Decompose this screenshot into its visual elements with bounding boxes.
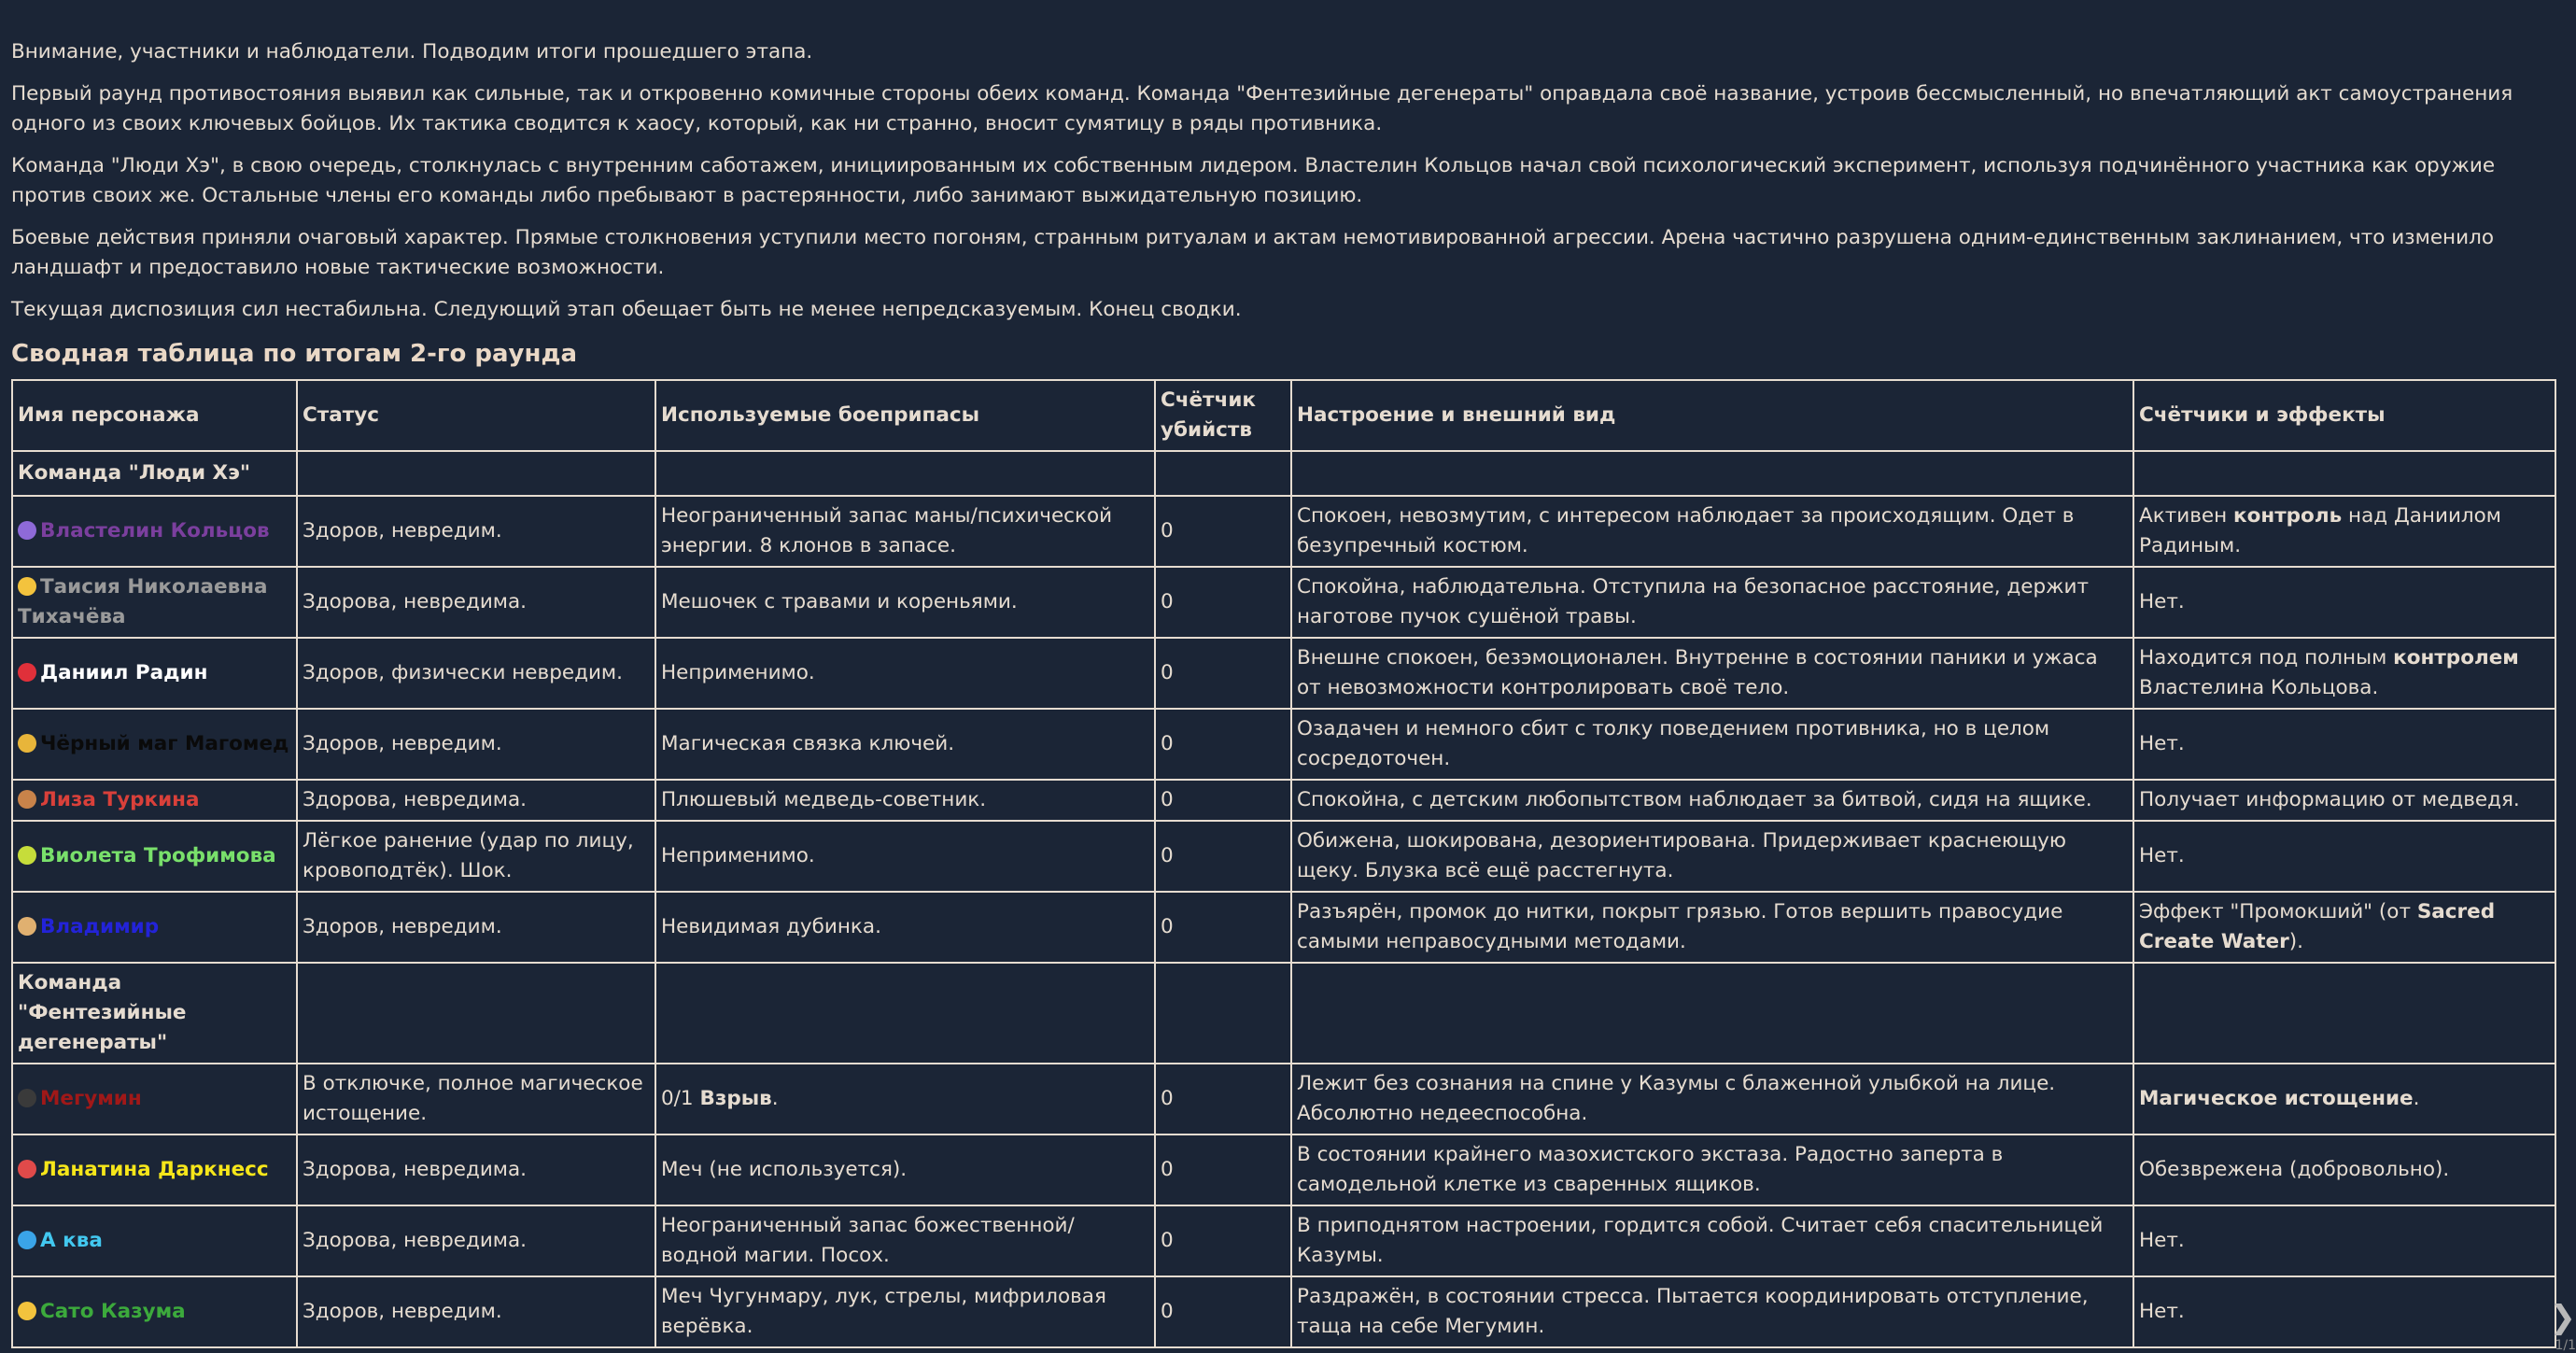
ammo-cell: Неограниченный запас маны/психической энергии. 8 клонов в запасе. — [655, 496, 1155, 567]
table-row — [12, 892, 2555, 963]
effects-cell: Нет. — [2133, 709, 2555, 780]
ammo-cell: Неприменимо. — [655, 821, 1155, 892]
table-row — [12, 1205, 2555, 1276]
status-cell: Здоров, невредим. — [297, 709, 655, 780]
empty-cell — [1155, 451, 1291, 496]
summary-text — [11, 37, 2565, 325]
ammo-cell: Мешочек с травами и кореньями. — [655, 567, 1155, 638]
effects-cell: Нет. — [2133, 1205, 2555, 1276]
team-name: Команда "Люди Хэ" — [12, 451, 297, 496]
summary-paragraph: Текущая диспозиция сил нестабильна. Следующий этап обещает быть не менее непредсказуемым. Конец сводки. — [11, 298, 1242, 321]
character-name: Ланатина Даркнесс — [40, 1158, 269, 1181]
character-name-cell — [12, 638, 297, 709]
tennis-ball-icon — [18, 846, 36, 865]
mood-cell: Спокойна, наблюдательна. Отступила на безопасное расстояние, держит наготове пучок сушёной травы. — [1291, 567, 2133, 638]
status-cell: Здорова, невредима. — [297, 1205, 655, 1276]
shield-icon — [18, 1160, 36, 1178]
mood-cell: Озадачен и немного сбит с толку поведением противника, но в целом сосредоточен. — [1291, 709, 2133, 780]
character-name: Виолета Трофимова — [40, 844, 276, 867]
empty-cell — [1291, 451, 2133, 496]
empty-cell — [655, 451, 1155, 496]
team-row — [12, 451, 2555, 496]
status-cell: Здорова, невредима. — [297, 567, 655, 638]
grimacing-face-icon — [18, 1302, 36, 1320]
mood-cell: Разъярён, промок до нитки, покрыт грязью. Готов вершить правосудие самыми неправосудными методами. — [1291, 892, 2133, 963]
effects-cell: Активен контроль над Даниилом Радиным. — [2133, 496, 2555, 567]
kill-count-cell: 0 — [1155, 1064, 1291, 1135]
key-icon — [18, 734, 36, 753]
ammo-cell: Неприменимо. — [655, 638, 1155, 709]
empty-cell — [297, 451, 655, 496]
mood-cell: Обижена, шокирована, дезориентирована. Придерживает краснеющую щеку. Блузка всё ещё расстегнута. — [1291, 821, 2133, 892]
table-row — [12, 780, 2555, 821]
mood-cell: Раздражён, в состоянии стресса. Пытается координировать отступление, таща на себе Мегумин. — [1291, 1276, 2133, 1347]
summary-paragraph: Команда "Люди Хэ", в свою очередь, столкнулась с внутренним саботажем, инициированным их собственным лидером. Властелин Кольцов начал свой психологический эксперимент, используя подчинённого участника как оружие против своих же. Остальные члены его команды либо пребывают в растерянности, либо занимают выжидательную позицию. — [11, 154, 2496, 207]
status-cell: Здоров, невредим. — [297, 892, 655, 963]
character-name-cell — [12, 780, 297, 821]
table-header-row — [12, 380, 2555, 451]
table-row — [12, 567, 2555, 638]
character-name: Лиза Туркина — [40, 788, 200, 811]
summary-paragraph: Боевые действия приняли очаговый характер. Прямые столкновения уступили место погоням, странным ритуалам и актам немотивированной агрессии. Арена частично разрушена одним-единственным заклинанием, что изменило ландшафт и предоставило новые тактические возможности. — [11, 226, 2494, 279]
effects-cell: Нет. — [2133, 567, 2555, 638]
effects-cell: Нет. — [2133, 1276, 2555, 1347]
kill-count-cell: 0 — [1155, 780, 1291, 821]
character-name: Даниил Радин — [40, 661, 208, 684]
table-body — [12, 451, 2555, 1347]
ammo-cell: Магическая связка ключей. — [655, 709, 1155, 780]
kill-count-cell: 0 — [1155, 638, 1291, 709]
ammo-cell: Меч Чугунмару, лук, стрелы, мифриловая верёвка. — [655, 1276, 1155, 1347]
character-name: Властелин Кольцов — [40, 519, 270, 543]
guard-icon — [18, 917, 36, 936]
kill-count-cell: 0 — [1155, 496, 1291, 567]
column-header-effects: Счётчики и эффекты — [2133, 380, 2555, 451]
table-row — [12, 638, 2555, 709]
character-name-cell — [12, 892, 297, 963]
kill-count-cell: 0 — [1155, 1205, 1291, 1276]
character-name: А ква — [40, 1229, 103, 1252]
effects-cell: Нет. — [2133, 821, 2555, 892]
bear-face-icon — [18, 790, 36, 809]
character-name-cell — [12, 567, 297, 638]
character-name: Владимир — [40, 915, 160, 938]
kill-count-cell: 0 — [1155, 892, 1291, 963]
status-cell: Здорова, невредима. — [297, 1135, 655, 1205]
ammo-cell: Неограниченный запас божественной/водной магии. Посох. — [655, 1205, 1155, 1276]
character-name-cell — [12, 496, 297, 567]
bomb-icon — [18, 1089, 36, 1107]
character-name-cell — [12, 1205, 297, 1276]
empty-cell — [2133, 451, 2555, 496]
status-cell: В отключке, полное магическое истощение. — [297, 1064, 655, 1135]
status-cell: Здорова, невредима. — [297, 780, 655, 821]
broken-heart-icon — [18, 663, 36, 682]
character-name: Таисия Николаевна Тихачёва — [18, 575, 268, 628]
character-name-cell — [12, 1064, 297, 1135]
droplet-icon — [18, 1231, 36, 1249]
character-name: Мегумин — [40, 1087, 142, 1110]
effects-cell: Обезврежена (добровольно). — [2133, 1135, 2555, 1205]
team-row — [12, 963, 2555, 1064]
ammo-cell: Невидимая дубинка. — [655, 892, 1155, 963]
empty-cell — [655, 963, 1155, 1064]
ammo-cell: Плюшевый медведь-советник. — [655, 780, 1155, 821]
status-cell: Здоров, физически невредим. — [297, 638, 655, 709]
status-cell: Здоров, невредим. — [297, 1276, 655, 1347]
summary-paragraph: Первый раунд противостояния выявил как сильные, так и откровенно комичные стороны обеих команд. Команда "Фентезийные дегенераты" оправдала своё название, устроив бессмысленный, но впечатляющий акт самоустранения одного из своих ключевых бойцов. Их тактика сводится к хаосу, который, как ни странно, вносит сумятицу в ряды противника. — [11, 82, 2513, 135]
summary-table — [11, 379, 2556, 1348]
column-header-kills: Счётчик убийств — [1155, 380, 1291, 451]
status-cell: Лёгкое ранение (удар по лицу, кровоподтёк). Шок. — [297, 821, 655, 892]
character-name-cell — [12, 1135, 297, 1205]
kill-count-cell: 0 — [1155, 709, 1291, 780]
kill-count-cell: 0 — [1155, 821, 1291, 892]
mood-cell: Лежит без сознания на спине у Казумы с блаженной улыбкой на лице. Абсолютно недееспособна. — [1291, 1064, 2133, 1135]
table-title: Сводная таблица по итогам 2-го раунда — [11, 340, 577, 368]
page-indicator: 1/1 — [2555, 1338, 2576, 1353]
kill-count-cell: 0 — [1155, 567, 1291, 638]
character-name-cell — [12, 709, 297, 780]
column-header-status: Статус — [297, 380, 655, 451]
empty-cell — [2133, 963, 2555, 1064]
kill-count-cell: 0 — [1155, 1276, 1291, 1347]
column-header-mood: Настроение и внешний вид — [1291, 380, 2133, 451]
status-cell: Здоров, невредим. — [297, 496, 655, 567]
mood-cell: В приподнятом настроении, гордится собой. Считает себя спасительницей Казумы. — [1291, 1205, 2133, 1276]
mood-cell: Спокоен, невозмутим, с интересом наблюдает за происходящим. Одет в безупречный костюм. — [1291, 496, 2133, 567]
empty-cell — [1155, 963, 1291, 1064]
character-name: Чёрный маг Магомед — [40, 732, 289, 755]
table-row — [12, 1276, 2555, 1347]
table-row — [12, 496, 2555, 567]
mood-cell: Спокойна, с детским любопытством наблюдает за битвой, сидя на ящике. — [1291, 780, 2133, 821]
crystal-ball-icon — [18, 521, 36, 540]
team-name: Команда "Фентезийные дегенераты" — [12, 963, 297, 1064]
mood-cell: В состоянии крайнего мазохистского экстаза. Радостно заперта в самодельной клетке из сваренных ящиков. — [1291, 1135, 2133, 1205]
effects-cell: Магическое истощение. — [2133, 1064, 2555, 1135]
effects-cell: Находится под полным контролем Властелина Кольцова. — [2133, 638, 2555, 709]
table-row — [12, 709, 2555, 780]
character-name-cell — [12, 821, 297, 892]
empty-cell — [1291, 963, 2133, 1064]
ammo-cell: Меч (не используется). — [655, 1135, 1155, 1205]
column-header-ammo: Используемые боеприпасы — [655, 380, 1155, 451]
monocle-face-icon — [18, 577, 36, 596]
kill-count-cell: 0 — [1155, 1135, 1291, 1205]
table-row — [12, 821, 2555, 892]
next-page-chevron-icon[interactable]: ❯ — [2549, 1299, 2576, 1336]
effects-cell: Получает информацию от медведя. — [2133, 780, 2555, 821]
mood-cell: Внешне спокоен, безэмоционален. Внутренне в состоянии паники и ужаса от невозможности контролировать своё тело. — [1291, 638, 2133, 709]
table-row — [12, 1064, 2555, 1135]
effects-cell: Эффект "Промокший" (от Sacred Create Water). — [2133, 892, 2555, 963]
ammo-cell: 0/1 Взрыв. — [655, 1064, 1155, 1135]
character-name-cell — [12, 1276, 297, 1347]
table-row — [12, 1135, 2555, 1205]
column-header-name: Имя персонажа — [12, 380, 297, 451]
character-name: Сато Казума — [40, 1300, 186, 1323]
empty-cell — [297, 963, 655, 1064]
summary-paragraph: Внимание, участники и наблюдатели. Подводим итоги прошедшего этапа. — [11, 40, 813, 63]
